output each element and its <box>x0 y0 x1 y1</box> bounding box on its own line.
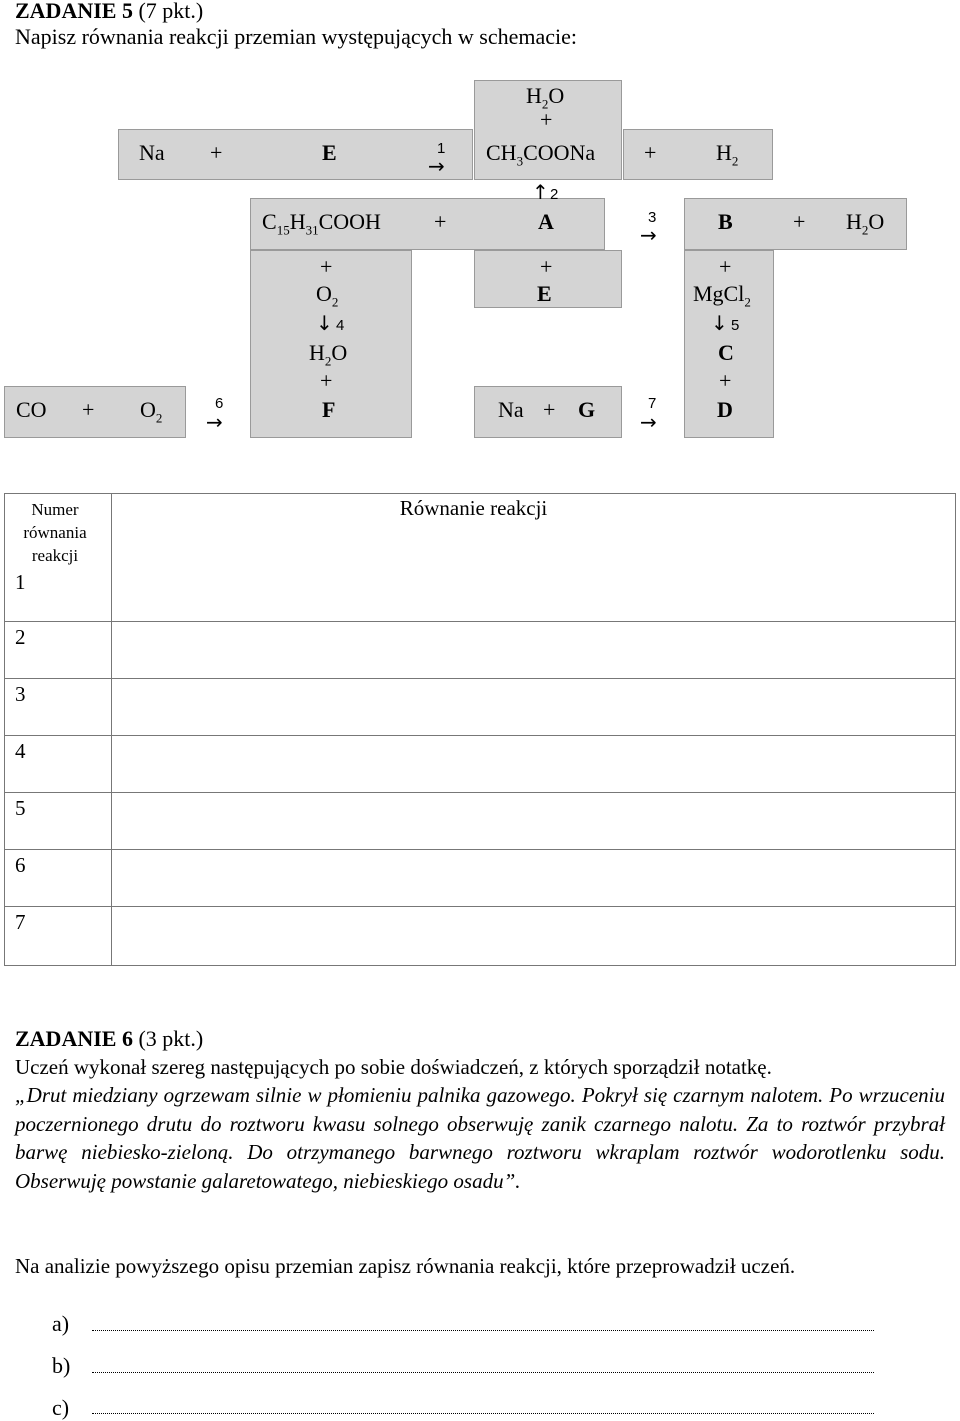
arrow-down-5-icon: ↓ <box>711 311 728 335</box>
table-row <box>5 907 956 966</box>
scheme-e: E <box>537 281 552 306</box>
answer-line-a[interactable] <box>92 1330 874 1331</box>
task6-task: Na analizie powyższego opisu przemian zapisz równania reakcji, które przeprowadził uczeń. <box>15 1254 796 1278</box>
row-number: 1 <box>15 570 26 594</box>
equation-cell[interactable] <box>112 907 956 966</box>
scheme-plus: + <box>719 254 732 279</box>
arrow-number-1: 1 <box>437 140 446 157</box>
task5-title: ZADANIE 5 <box>15 0 133 23</box>
task6-points: (3 pkt.) <box>138 1026 204 1051</box>
row-number: 3 <box>5 679 112 736</box>
task6-heading <box>15 1026 203 1052</box>
scheme-h2o: $H_2O$ <box>309 340 348 369</box>
scheme-na: Na <box>139 140 165 165</box>
scheme-plus: + <box>320 254 333 279</box>
table-row <box>5 679 956 736</box>
scheme-na: Na <box>498 397 524 422</box>
scheme-e: E <box>322 140 337 165</box>
arrow-number-5: 5 <box>731 317 740 334</box>
scheme-plus: + <box>793 209 806 234</box>
scheme-ch3coona: $CH_3COONa$ <box>486 140 596 169</box>
scheme-o2: $O_2$ <box>316 281 339 310</box>
scheme-o2: $O_2$ <box>140 397 163 426</box>
task6-intro: Uczeń wykonał szereg następujących po sobie doświadczeń, z których sporządził notatkę. <box>15 1055 772 1079</box>
table-header-equation: Równanie reakcji <box>399 496 548 520</box>
answer-line-c[interactable] <box>92 1413 874 1414</box>
table-row <box>5 622 956 679</box>
arrow-number-6: 6 <box>215 395 224 412</box>
scheme-plus: + <box>540 254 553 279</box>
scheme-plus: + <box>210 140 223 165</box>
task6-quote: „Drut miedziany ogrzewam silnie w płomieniu palnika gazowego. Pokrył się czarnym nalotem. Po wrzuceniu poczernionego drutu do roztworu kwasu solnego obserwuję zanik czarnego nalotu. Za to roztwór przybrał barwę niebiesko-zieloną. Do otrzymanego barwnego roztworu wkraplam roztwór wodorotlenku sodu. Obserwuję powstanie galaretowatego, niebieskiego osadu”. <box>15 1083 945 1193</box>
row-number: 5 <box>5 793 112 850</box>
scheme-h2o-top: $H_2O$ <box>526 83 565 112</box>
equation-cell[interactable] <box>112 622 956 679</box>
equation-cell[interactable] <box>112 793 956 850</box>
row-number: 2 <box>5 622 112 679</box>
arrow-number-7: 7 <box>648 395 657 412</box>
row-number: 4 <box>5 736 112 793</box>
arrow-number-2: 2 <box>550 186 559 203</box>
answer-label-c: c) <box>52 1395 70 1420</box>
scheme-plus: + <box>82 397 95 422</box>
scheme-a: A <box>538 209 554 234</box>
row-number: 7 <box>5 907 112 966</box>
table-cell[interactable] <box>112 494 956 622</box>
scheme-plus: + <box>320 368 333 393</box>
table-header-number: Numer równania reakcji <box>23 500 87 565</box>
scheme-mgcl2: MgCl$_2$ <box>693 281 751 310</box>
arrow-number-3: 3 <box>648 209 657 226</box>
scheme-c: C <box>718 340 734 365</box>
equation-cell[interactable] <box>112 850 956 907</box>
equation-cell[interactable] <box>112 679 956 736</box>
scheme-plus: + <box>434 209 447 234</box>
arrow-1-icon: → <box>428 154 445 178</box>
task5-points: (7 pkt.) <box>138 0 204 23</box>
arrow-up-2-icon: ↑ <box>532 180 549 204</box>
arrow-number-4: 4 <box>336 317 345 334</box>
task6-title: ZADANIE 6 <box>15 1026 133 1051</box>
task5-instruction: Napisz równania reakcji przemian występujących w schemacie: <box>15 24 577 49</box>
scheme-plus: + <box>540 107 553 132</box>
answer-label-b: b) <box>52 1353 71 1378</box>
arrow-6-icon: → <box>206 410 223 434</box>
table-row <box>5 793 956 850</box>
arrow-down-4-icon: ↓ <box>316 311 333 335</box>
table-cell <box>5 494 112 622</box>
scheme-g: G <box>578 397 596 422</box>
scheme-h2: $H_2$ <box>716 140 739 169</box>
arrow-3-icon: → <box>640 223 657 247</box>
table-row <box>5 850 956 907</box>
answer-label-a: a) <box>52 1311 70 1336</box>
equations-table <box>4 493 956 966</box>
row-number: 6 <box>5 850 112 907</box>
scheme-plus: + <box>719 368 732 393</box>
arrow-7-icon: → <box>640 410 657 434</box>
scheme-plus: + <box>644 140 657 165</box>
answer-line-b[interactable] <box>92 1372 874 1373</box>
scheme-f: F <box>322 397 336 422</box>
task5-heading <box>15 0 203 24</box>
equation-cell[interactable] <box>112 736 956 793</box>
scheme-h2o: $H_2O$ <box>846 209 885 238</box>
scheme-plus: + <box>543 397 556 422</box>
table-row <box>5 736 956 793</box>
scheme-box-na-e <box>118 129 473 180</box>
scheme-co: CO <box>16 397 47 422</box>
scheme-palmitic-acid: $C_{15}H_{31}COOH$ <box>262 209 381 238</box>
table-row <box>5 494 956 622</box>
scheme-d: D <box>717 397 733 422</box>
scheme-b: B <box>718 209 733 234</box>
